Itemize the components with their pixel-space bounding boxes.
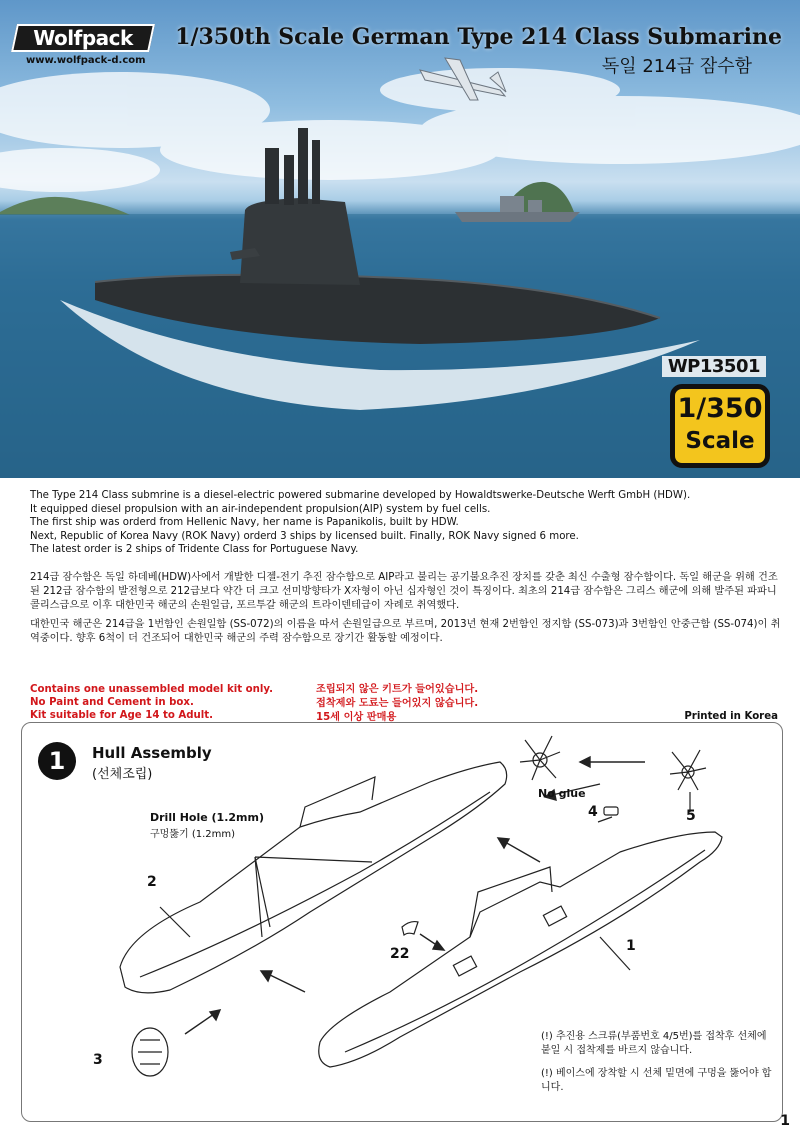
assembly-note: (!) 추진용 스크류(부품번호 4/5번)를 접착후 선체에 붙일 시 접착제를 바르지 않습니다.	[541, 1031, 767, 1056]
description-en-line: The Type 214 Class submrine is a diesel-electric powered submarine developed by Howaldtswerke-Deutsche Werft GmbH (HDW).	[30, 490, 691, 501]
brand-name: Wolfpack	[33, 26, 133, 50]
part-5-propeller	[670, 750, 706, 790]
part-label-3: 3	[93, 1052, 103, 1068]
arrow-lower-to-upper-2	[268, 974, 305, 992]
product-title-ko: 독일 214급 잠수함	[601, 56, 752, 77]
part-2-propeller	[520, 736, 560, 780]
part-label-4: 4	[588, 804, 598, 820]
step-title-ko: (선체조립)	[92, 767, 153, 782]
assembly-note: (!) 베이스에 장착할 시 선체 밑면에 구멍을 뚫어야 합니다.	[541, 1068, 772, 1093]
arrow-lower-to-upper	[505, 842, 540, 862]
step-number: 1	[38, 742, 76, 780]
description-en-line: The latest order is 2 ships of Tridente Class for Portuguese Navy.	[30, 544, 359, 556]
part-label-1: 1	[626, 938, 636, 954]
notice-line: 15세 이상 판매용	[316, 712, 397, 723]
description-ko	[30, 571, 782, 652]
scale-word: Scale	[685, 428, 755, 454]
part-4-shaft	[604, 807, 618, 815]
part-label-2: 2	[147, 874, 157, 890]
brand-logo	[11, 24, 155, 52]
drill-hole-label-ko: 구멍뚫기 (1.2mm)	[150, 829, 236, 840]
notice-line: 접착제와 도료는 들어있지 않습니다.	[316, 698, 479, 709]
description-en-line: Next, Republic of Korea Navy (ROK Navy) orderd 3 ships by licensed built. Finally, ROK Navy signed 6 more.	[30, 530, 579, 542]
description-en-line: It equipped diesel propulsion with an air-independent propulsion(AIP) system by fuel cells.	[30, 503, 491, 515]
page-number: 1	[780, 1113, 790, 1129]
notice-line: Kit suitable for Age 14 to Adult.	[30, 710, 214, 722]
no-glue-label: No glue	[538, 787, 586, 800]
step-title: Hull Assembly	[92, 744, 212, 762]
notice-line: Contains one unassembled model kit only.	[30, 684, 273, 695]
scale-ratio: 1/350	[677, 393, 763, 424]
notice-line: 조립되지 않은 키트가 들어있습니다.	[316, 684, 479, 695]
product-title-en: 1/350th Scale German Type 214 Class Submarine	[175, 24, 782, 50]
notices-ko	[316, 683, 478, 725]
scale-badge	[670, 384, 770, 468]
drill-hole-label: Drill Hole (1.2mm)	[150, 811, 264, 824]
part-label-22: 22	[390, 946, 410, 962]
arrow-stern-cap	[185, 1014, 214, 1034]
assembly-notes	[541, 1030, 776, 1104]
notice-line: No Paint and Cement in box.	[30, 697, 194, 709]
description-en	[30, 489, 780, 557]
brand-url: www.wolfpack-d.com	[26, 55, 146, 66]
description-ko-paragraph: 대한민국 해군은 214급을 1번함인 손원일함 (SS-072)의 이름을 따서 손원일급으로 부르며, 2013년 현재 2번함인 정지함 (SS-073)과 3번함인 안중근함 (SS-074)이 취역중이다. 향후 6척이 더 건조되어 대한민국 해군의 주력 잠수함으로 장기간 활동할 예정이다.	[30, 619, 781, 645]
box-art	[0, 0, 800, 478]
printed-in: Printed in Korea	[684, 711, 778, 722]
part-22	[402, 922, 418, 935]
product-code: WP13501	[662, 356, 766, 377]
description-en-line: The first ship was orderd from Hellenic Navy, her name is Papanikolis, built by HDW.	[30, 517, 459, 529]
notices-en	[30, 683, 273, 723]
part-label-5: 5	[686, 808, 696, 824]
description-ko-paragraph: 214급 잠수함은 독일 하데베(HDW)사에서 개발한 디젤-전기 추진 잠수함으로 AIP라고 불리는 공기불요추진 장치를 갖춘 최신 수출형 잠수함이다. 독일 해군을 위해 건조된 212급 잠수함의 발전형으로 212급보다 약간 더 크고 선미방향타가 X자형이 아닌 십자형인 것이 특징이다. 최초의 214급 잠수함은 그리스 해군에 의해 발주된 파파니콜리스급으로 이후 대한민국 해군의 손원일급, 포르투갈 해군의 트라이덴테급이 자례로 취역했다.	[30, 572, 778, 611]
part-2-upper-hull	[120, 762, 507, 993]
